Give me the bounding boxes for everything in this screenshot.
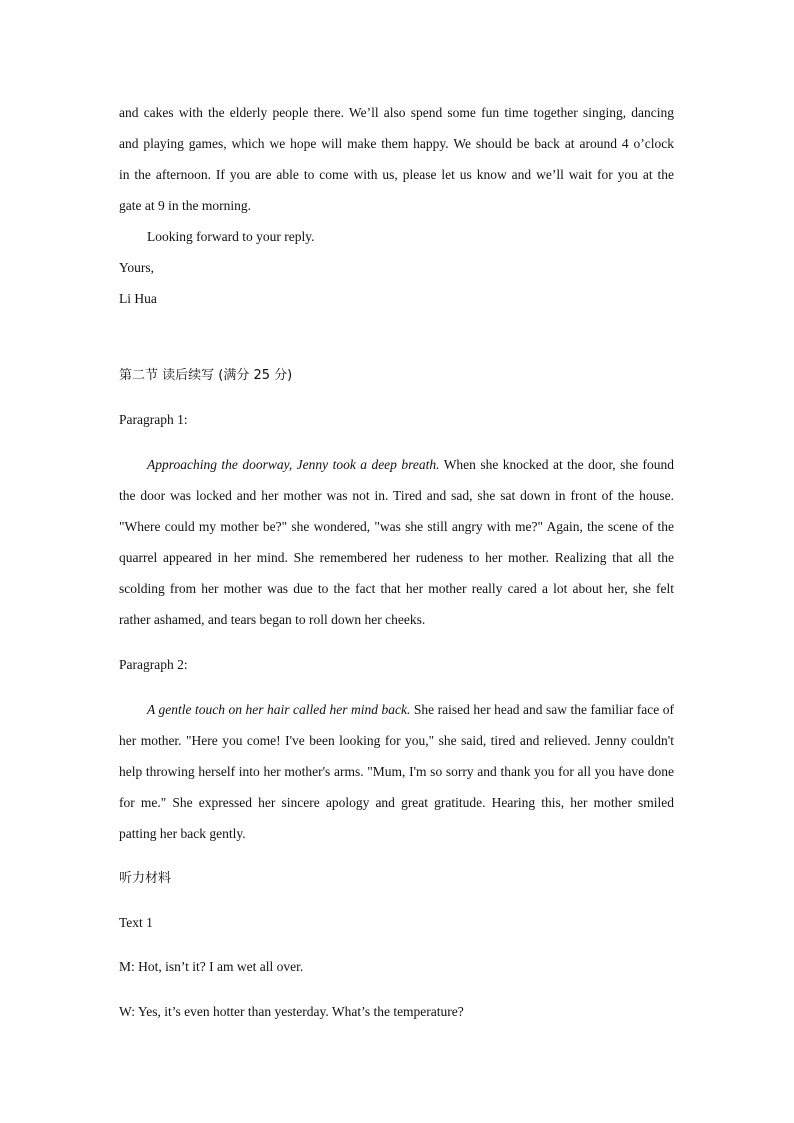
listening-text-label: Text 1 (119, 915, 153, 930)
paragraph2-lead: A gentle touch on her hair called her mind back. (147, 702, 411, 717)
dialogue-line-w: W: Yes, it’s even hotter than yesterday. What’s the temperature? (119, 1004, 464, 1019)
paragraph1-body: When she knocked at the door, she found the door was locked and her mother was not in. Tired and sad, she sat down in front of the house. "Where could my mother be?" she wondered, "was she still angry with me?" Again, the scene of the quarrel appeared in her mind. She remembered her rudeness to her mother. Realizing that all the scolding from her mother was due to the fact that her mother really cared a lot about her, she felt rather ashamed, and tears began to roll down her cheeks. (119, 457, 675, 627)
paragraph1-label-block (119, 410, 674, 430)
section-heading (119, 366, 674, 386)
letter-line-1: and cakes with the elderly people there. We’ll also spend some fun time together singing, dancing (119, 105, 674, 120)
letter-body (119, 97, 674, 314)
paragraph2-text (119, 694, 674, 849)
paragraph2-label: Paragraph 2: (119, 657, 188, 672)
paragraph1-label: Paragraph 1: (119, 412, 188, 427)
paragraph1-lead: Approaching the doorway, Jenny took a deep breath. (147, 457, 440, 472)
listening-heading-block (119, 869, 674, 889)
dialogue-m-block (119, 957, 674, 977)
letter-closing-line: Looking forward to your reply. (147, 229, 315, 244)
dialogue-line-m: M: Hot, isn’t it? I am wet all over. (119, 959, 304, 974)
paragraph2-label-block (119, 655, 674, 675)
paragraph1-text (119, 449, 674, 635)
letter-line-3: in the afternoon. If you are able to come with us, please let us know and we’ll wait for you at the (119, 167, 674, 182)
letter-line-4: gate at 9 in the morning. (119, 198, 251, 213)
listening-title: 听力材料 (119, 871, 172, 886)
section2-title: 第二节 读后续写 (满分 25 分) (119, 368, 293, 383)
letter-sign-off: Yours, (119, 260, 155, 275)
letter-signature: Li Hua (119, 291, 157, 306)
paragraph2-block (119, 694, 674, 849)
listening-text-label-block (119, 913, 674, 933)
paragraph2-body: She raised her head and saw the familiar face of her mother. "Here you come! I've been looking for you," she said, tired and relieved. Jenny couldn't help throwing herself into her mother's arms. "Mum, I'm so sorry and thank you for all you have done for me." She expressed her sincere apology and great gratitude. Hearing this, her mother smiled patting her back gently. (119, 702, 674, 841)
paragraph1-block (119, 449, 674, 635)
letter-line-2: and playing games, which we hope will make them happy. We should be back at around 4 o’clock (119, 136, 674, 151)
dialogue-w-block (119, 1002, 674, 1022)
